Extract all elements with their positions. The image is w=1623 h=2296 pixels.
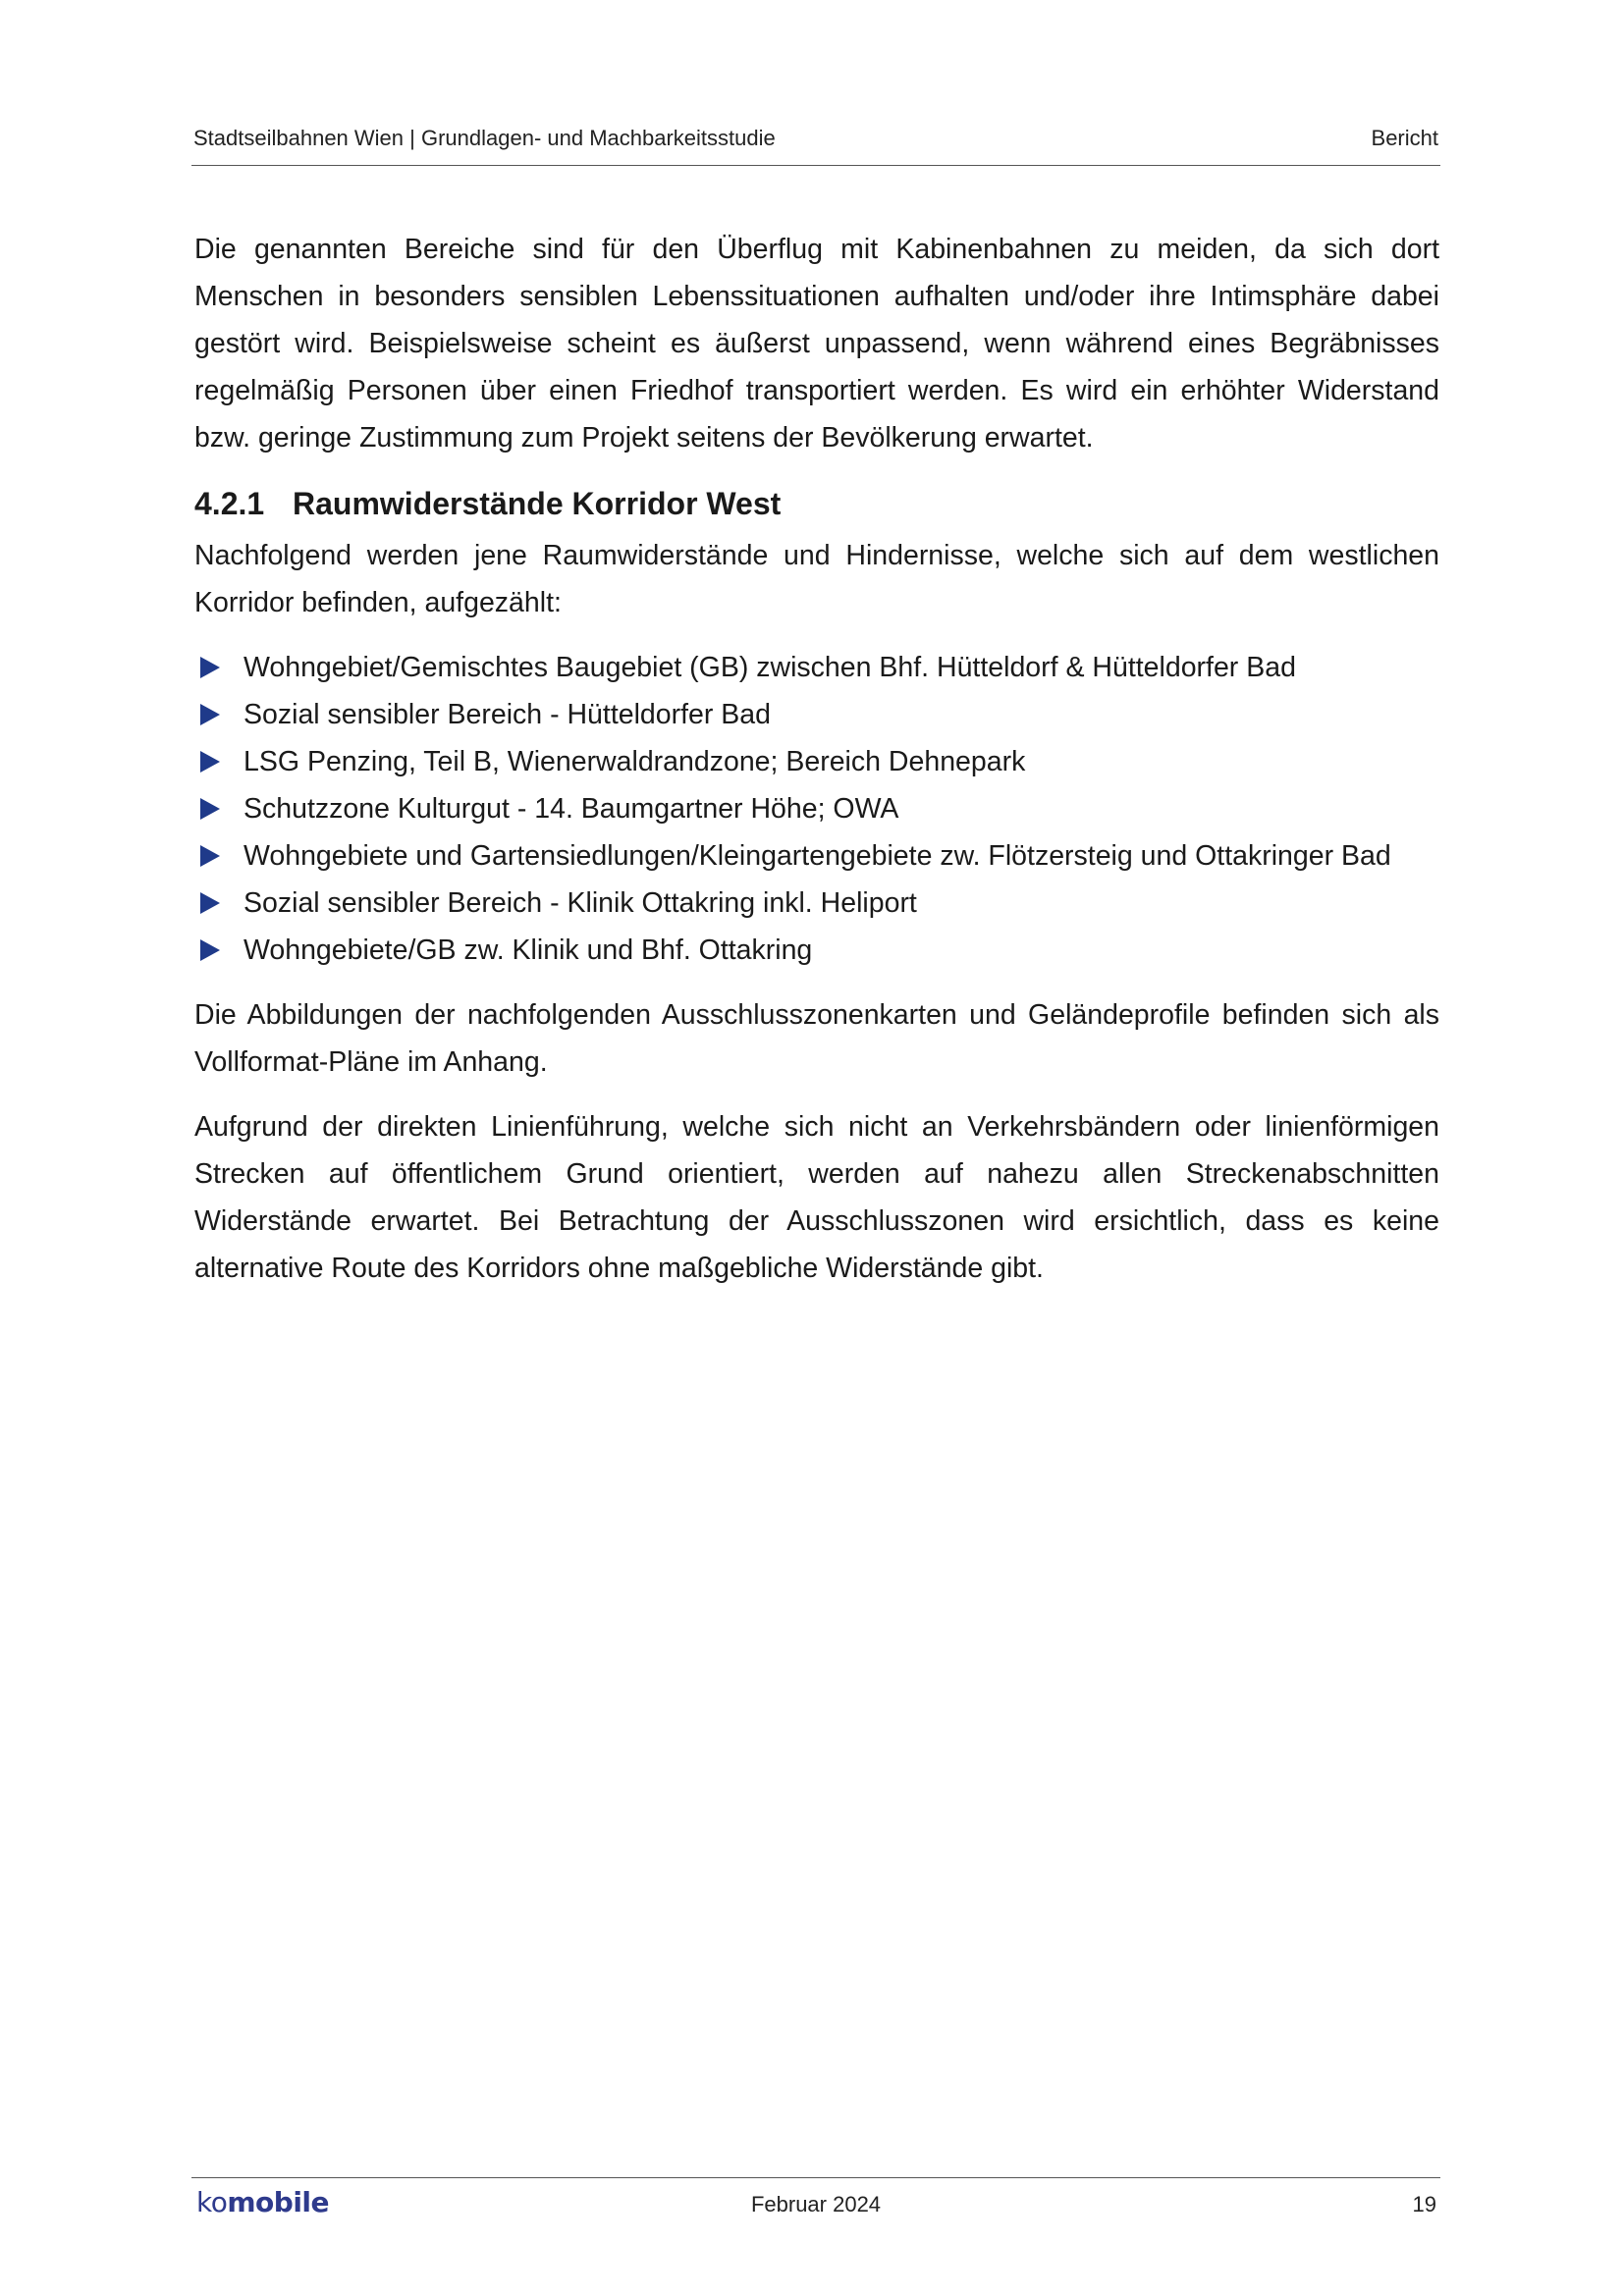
figures-paragraph: Die Abbildungen der nachfolgenden Ausschlusszonenkarten und Geländeprofile befinden sich als Vollformat-Pläne im Anhang. — [194, 999, 1439, 1078]
list-item-text: Sozial sensibler Bereich - Klinik Ottakring inkl. Heliport — [243, 887, 917, 919]
list-item — [194, 832, 1439, 880]
triangle-right-icon — [194, 704, 243, 725]
list-item-text: LSG Penzing, Teil B, Wienerwaldrandzone; Bereich Dehnepark — [243, 746, 1026, 777]
page-footer — [191, 2177, 1440, 2237]
header-document-title: Stadtseilbahnen Wien | Grundlagen- und Machbarkeitsstudie — [193, 126, 776, 150]
page-number: 19 — [1412, 2192, 1436, 2216]
triangle-right-icon — [194, 798, 243, 820]
list-item — [194, 785, 1439, 832]
list-item-text: Wohngebiete/GB zw. Klinik und Bhf. Ottakring — [243, 934, 813, 966]
list-item-text: Wohngebiet/Gemischtes Baugebiet (GB) zwischen Bhf. Hütteldorf & Hütteldorfer Bad — [243, 652, 1296, 683]
footer-date: Februar 2024 — [750, 2192, 882, 2216]
page-header — [191, 118, 1440, 166]
triangle-right-icon — [194, 657, 243, 678]
triangle-right-icon — [194, 751, 243, 773]
route-paragraph: Aufgrund der direkten Linienführung, welche sich nicht an Verkehrsbändern oder linienförmigen Strecken auf öffentlichem Grund orientiert, werden auf nahezu allen Streckenabschnitten Widerstände erwartet. Bei Betrachtung der Ausschlusszonen wird ersichtlich, dass es keine alternative Route des Korridors ohne maßgebliche Widerstände gibt. — [194, 1111, 1439, 1284]
list-item — [194, 927, 1439, 974]
page-content — [194, 226, 1439, 1309]
list-item — [194, 738, 1439, 785]
list-item — [194, 644, 1439, 691]
header-document-type: Bericht — [1371, 126, 1438, 150]
triangle-right-icon — [194, 845, 243, 867]
list-intro-paragraph: Nachfolgend werden jene Raumwiderstände und Hindernisse, welche sich auf dem westlichen Korridor befinden, aufgezählt: — [194, 540, 1439, 618]
list-item-text: Wohngebiete und Gartensiedlungen/Kleingartengebiete zw. Flötzersteig und Ottakringer Bad — [243, 840, 1391, 872]
list-item — [194, 880, 1439, 927]
list-item-text: Schutzzone Kulturgut - 14. Baumgartner Höhe; OWA — [243, 793, 899, 825]
bullet-list — [194, 644, 1439, 974]
section-title: Raumwiderstände Korridor West — [293, 486, 782, 521]
intro-paragraph: Die genannten Bereiche sind für den Überflug mit Kabinenbahnen zu meiden, da sich dort Menschen in besonders sensiblen Lebenssituationen aufhalten und/oder ihre Intimsphäre dabei gestört wird. Beispielsweise scheint es äußerst unpassend, wenn während eines Begräbnisses regelmäßig Personen über einen Friedhof transportiert werden. Es wird ein erhöhter Widerstand bzw. geringe Zustimmung zum Projekt seitens der Bevölkerung erwartet. — [194, 234, 1439, 454]
triangle-right-icon — [194, 892, 243, 914]
logo-text-ko: ko — [196, 2186, 228, 2218]
logo-text-mobile: mobile — [227, 2186, 329, 2218]
triangle-right-icon — [194, 939, 243, 961]
section-number: 4.2.1 — [194, 486, 265, 521]
list-item-text: Sozial sensibler Bereich - Hütteldorfer Bad — [243, 699, 772, 730]
list-item — [194, 691, 1439, 738]
section-heading — [194, 479, 1439, 528]
